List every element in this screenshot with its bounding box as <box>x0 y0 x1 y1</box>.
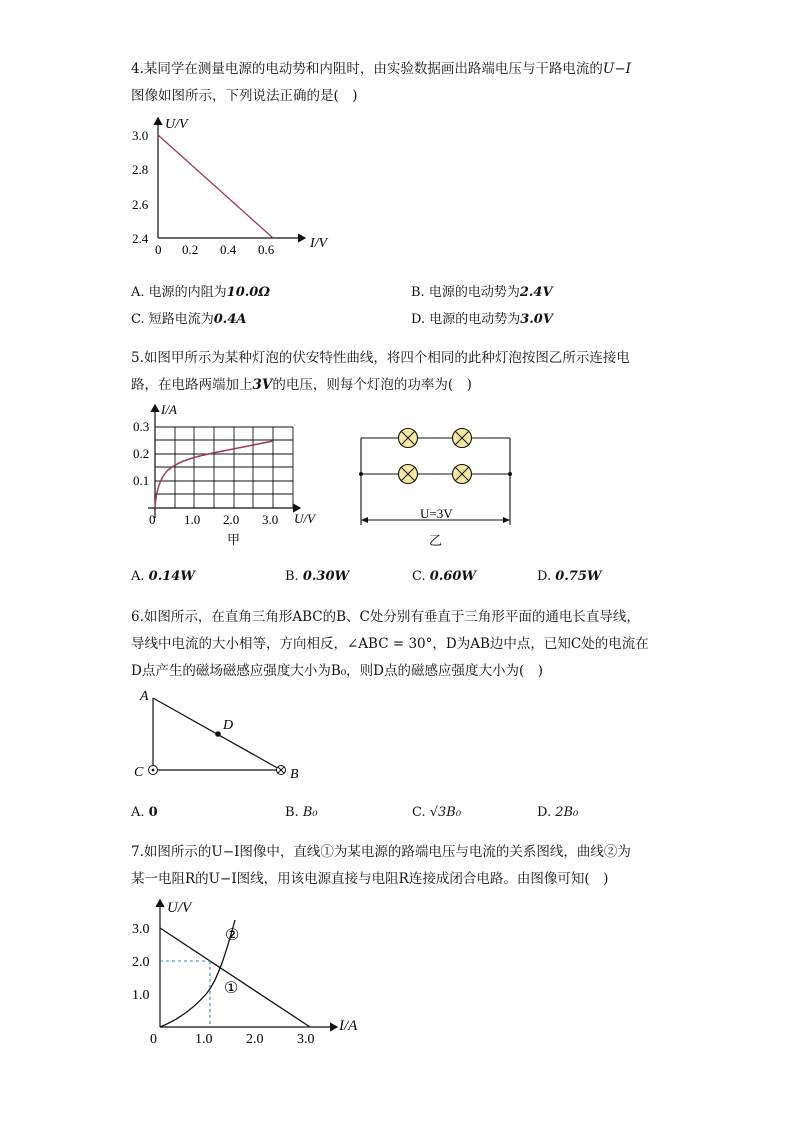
q4-x-label: I/V <box>310 236 328 251</box>
q5-lamp-icon <box>399 429 418 448</box>
q6-option-c-value: √3B₀ <box>429 805 462 820</box>
q5-y-tick: 0.2 <box>133 446 150 461</box>
q6-stem <box>131 604 691 685</box>
q7-line2: 某一电阻R的U−I图线，用该电源直接与电阻R连接成闭合电路。由图像可知( ) <box>131 871 609 887</box>
q6-option-a-text: A. <box>131 805 149 820</box>
q5-option-d[interactable] <box>537 569 602 584</box>
q4-line1-formula: U−I <box>602 61 631 77</box>
q5-option-c[interactable] <box>412 569 476 584</box>
q5-lamp-icon <box>399 465 418 484</box>
q7-x-tick: 1.0 <box>195 1032 213 1047</box>
q4-line1: 4.某同学在测量电源的电动势和内阻时，由实验数据画出路端电压与干路电流的 <box>131 61 603 77</box>
q5-y-tick: 0.1 <box>133 473 150 488</box>
q6-line2: 导线中电流的大小相等，方向相反，∠ABC = 30°，D为AB边中点，已知C处的电流在 <box>131 636 649 652</box>
q6-label-c: C <box>134 765 144 780</box>
q4-option-b-value: 2.4V <box>519 285 553 300</box>
q5-line1: 5.如图甲所示为某种灯泡的伏安特性曲线，将四个相同的此种灯泡按图乙所示连接电 <box>131 350 630 366</box>
q5-graph-caption: 甲 <box>227 532 241 547</box>
q4-option-d[interactable] <box>411 308 553 327</box>
q6-point-d <box>215 731 221 737</box>
q5-option-c-text: C. <box>412 569 430 584</box>
q7-x-tick: 3.0 <box>297 1032 315 1047</box>
q6-option-b-value: B₀ <box>302 805 318 820</box>
q4-option-c-text: C. 短路电流为 <box>131 312 214 327</box>
q5-x-tick: 1.0 <box>184 512 201 527</box>
q5-option-c-value: 0.60W <box>429 569 477 584</box>
q4-line2: 图像如图所示，下列说法正确的是( ) <box>131 88 358 104</box>
q7-x-label: I/A <box>339 1018 358 1034</box>
q5-circuit-caption: 乙 <box>429 533 443 548</box>
q5-x-tick: 3.0 <box>262 512 279 527</box>
q5-x-tick: 2.0 <box>223 512 240 527</box>
q7-x-tick: 0 <box>150 1032 157 1047</box>
q5-y-tick: 0.3 <box>133 419 150 434</box>
q4-option-a-value: 10.0Ω <box>226 285 270 300</box>
q6-option-d-value: 2B₀ <box>555 805 579 820</box>
q7-y-label: U/V <box>167 900 192 916</box>
q4-option-a[interactable] <box>131 281 270 300</box>
q6-label-d: D <box>223 718 234 733</box>
q5-lamp-icon <box>453 429 472 448</box>
q6-option-c[interactable] <box>412 805 461 820</box>
q6-current-out-icon <box>149 766 158 775</box>
q5-x-tick: 0 <box>149 512 156 527</box>
q5-y-label: I/A <box>161 402 177 417</box>
q4-data-line <box>158 135 273 238</box>
q6-label-a: A <box>140 689 149 704</box>
q6-option-b-text: B. <box>285 805 303 820</box>
q5-circuit-label: U=3V <box>420 506 453 521</box>
q5-option-b-text: B. <box>285 569 303 584</box>
q6-label-b: B <box>290 767 299 782</box>
q4-x-tick: 0.2 <box>182 242 199 257</box>
q7-y-tick: 3.0 <box>132 922 150 937</box>
q4-option-b-text: B. 电源的电动势为 <box>411 285 520 300</box>
q6-option-d-text: D. <box>537 805 556 820</box>
q4-y-tick: 2.8 <box>132 162 149 177</box>
q6-triangle-figure <box>130 688 310 788</box>
q4-y-tick: 2.4 <box>132 231 149 246</box>
q4-stem <box>131 56 671 110</box>
q4-option-c-value: 0.4A <box>213 312 247 327</box>
q7-x-tick: 2.0 <box>246 1032 264 1047</box>
q4-x-tick: 0.6 <box>258 242 275 257</box>
q7-curve-label-1: ① <box>224 980 239 997</box>
q7-curve-label-2: ② <box>225 927 240 944</box>
q6-option-b[interactable] <box>285 805 318 820</box>
q6-option-d[interactable] <box>537 805 578 820</box>
q5-option-d-text: D. <box>537 569 556 584</box>
q5-option-b[interactable] <box>285 569 349 584</box>
q4-y-tick: 2.6 <box>132 197 149 212</box>
q4-option-d-text: D. 电源的电动势为 <box>411 312 521 327</box>
q5-line2a: 路，在电路两端加上 <box>131 377 253 393</box>
q7-y-tick: 1.0 <box>132 988 150 1003</box>
q4-option-a-text: A. 电源的内阻为 <box>131 285 227 300</box>
q6-option-a[interactable] <box>131 805 158 820</box>
q6-current-in-icon <box>277 766 286 775</box>
q5-line2-voltage: 3V <box>252 377 273 393</box>
q5-stem <box>131 345 691 399</box>
q5-option-a-text: A. <box>131 569 149 584</box>
q6-option-c-text: C. <box>412 805 430 820</box>
q5-x-label: U/V <box>294 511 315 526</box>
q5-option-b-value: 0.30W <box>302 569 350 584</box>
q5-option-d-value: 0.75W <box>555 569 602 584</box>
q7-line1: 7.如图所示的U−I图像中，直线①为某电源的路端电压与电流的关系图线，曲线②为 <box>131 844 631 860</box>
q6-line3: D点产生的磁场磁感应强度大小为B₀，则D点的磁感应强度大小为( ) <box>131 663 544 679</box>
q7-y-tick: 2.0 <box>132 955 150 970</box>
q5-lamp-icon <box>453 465 472 484</box>
q4-option-c[interactable] <box>131 308 246 327</box>
q4-x-tick: 0.4 <box>220 242 237 257</box>
q6-line1: 6.如图所示，在直角三角形ABC的B、C处分别有垂直于三角形平面的通电长直导线， <box>131 609 640 625</box>
q5-option-a[interactable] <box>131 569 195 584</box>
q5-grid <box>155 427 293 508</box>
q4-x-tick: 0 <box>155 242 162 257</box>
q7-graph <box>125 895 375 1050</box>
q4-option-b[interactable] <box>411 281 553 300</box>
q7-stem <box>131 839 691 893</box>
q5-option-a-value: 0.14W <box>148 569 195 584</box>
q5-circuit-yi <box>350 420 525 550</box>
q4-y-tick: 3.0 <box>132 128 149 143</box>
q6-option-a-value: 0 <box>148 805 158 820</box>
q4-y-label: U/V <box>165 117 188 132</box>
q5-line2b: 的电压，则每个灯泡的功率为( ) <box>272 377 472 393</box>
q4-graph <box>125 110 355 260</box>
q5-graph-jia <box>128 400 328 550</box>
q4-option-d-value: 3.0V <box>520 312 553 327</box>
